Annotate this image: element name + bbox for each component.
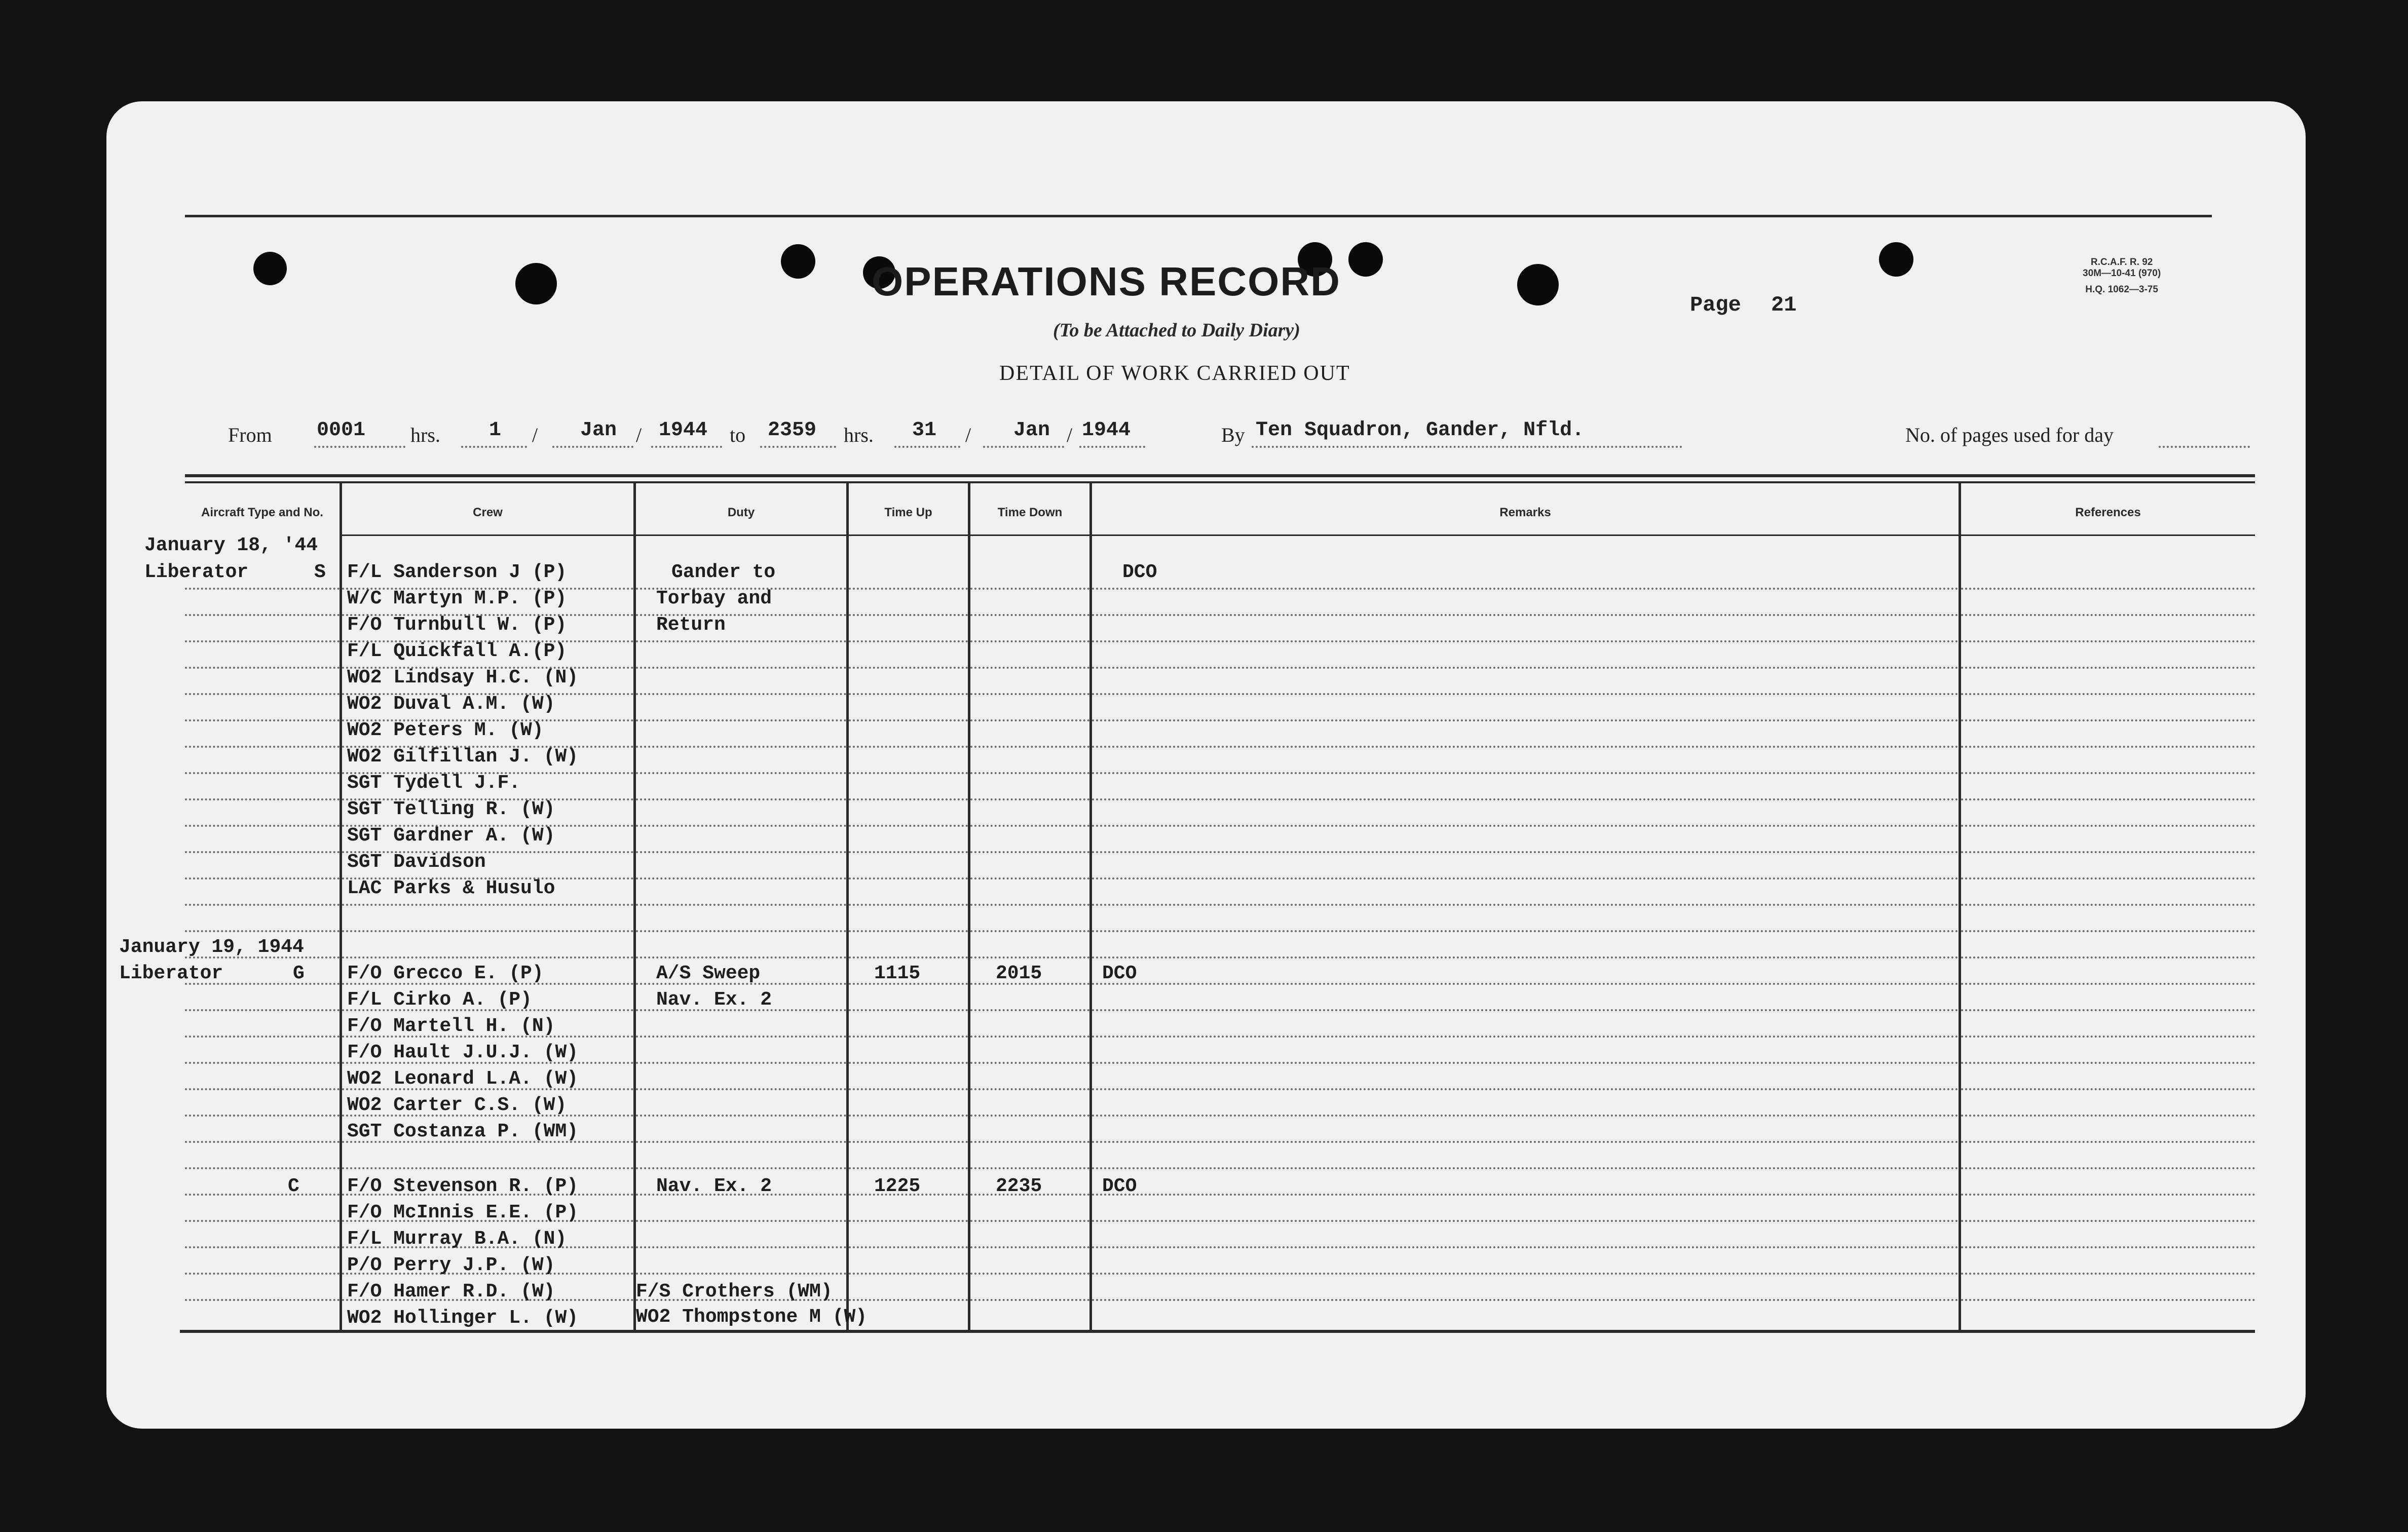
ruled-line (1092, 904, 1959, 906)
ruled-line (185, 851, 340, 853)
to-time: 2359 (768, 419, 817, 442)
crew-member: F/O Hault J.U.J. (W) (347, 1042, 579, 1063)
ruled-line (185, 614, 340, 616)
time-down: 2015 (996, 963, 1042, 984)
duty-line: WO2 Thompstone M (W) (636, 1306, 868, 1328)
ruled-line (636, 851, 846, 853)
ruled-line (342, 1167, 633, 1169)
ruled-line (849, 1273, 968, 1275)
ruled-line (342, 956, 633, 959)
ruled-line (849, 1062, 968, 1064)
ruled-line (970, 719, 1089, 721)
duty-line: Torbay and (656, 588, 772, 609)
ruled-line (1092, 719, 1959, 721)
ruled-line (636, 877, 846, 879)
ruled-line (1092, 956, 1959, 959)
ruled-line (1092, 667, 1959, 669)
ruled-line (636, 1036, 846, 1038)
crew-member: LAC Parks & Husulo (347, 877, 555, 899)
ruled-line (1961, 1141, 2255, 1143)
ruled-line (636, 1141, 846, 1143)
ruled-line (849, 772, 968, 774)
ruled-line (970, 1062, 1089, 1064)
ruled-line (185, 930, 340, 932)
ruled-line (636, 1115, 846, 1117)
ruled-line (849, 851, 968, 853)
ruled-line (636, 904, 846, 906)
ruled-line (1961, 1194, 2255, 1196)
duty-line: A/S Sweep (656, 963, 761, 984)
time-up: 1225 (874, 1175, 921, 1197)
to-month: Jan (1013, 419, 1050, 442)
ruled-line (185, 693, 340, 695)
crew-member: F/L Cirko A. (P) (347, 989, 532, 1011)
ruled-line (970, 640, 1089, 642)
crew-member: WO2 Carter C.S. (W) (347, 1094, 567, 1116)
crew-member: F/O Martell H. (N) (347, 1015, 555, 1037)
ruled-line (970, 1220, 1089, 1222)
date-separator: / (1067, 424, 1073, 446)
ruled-line (1961, 719, 2255, 721)
from-day: 1 (489, 419, 502, 442)
punch-hole (1517, 264, 1559, 305)
crew-member: F/L Quickfall A.(P) (347, 640, 567, 662)
ruled-line (970, 1299, 1089, 1301)
header-rule (340, 534, 2255, 536)
ruled-line (849, 614, 968, 616)
ruled-line (1092, 1062, 1959, 1064)
crew-member: P/O Perry J.P. (W) (347, 1254, 555, 1276)
ruled-line (849, 877, 968, 879)
top-rule (185, 215, 2212, 217)
ruled-line (1092, 640, 1959, 642)
ruled-line (970, 1115, 1089, 1117)
column-divider (633, 481, 636, 1332)
ruled-line (970, 1088, 1089, 1090)
ruled-line (636, 798, 846, 800)
crew-member: WO2 Duval A.M. (W) (347, 693, 555, 715)
ruled-line (185, 825, 340, 827)
duty-line: Nav. Ex. 2 (656, 1175, 772, 1197)
by-label: By (1221, 424, 1245, 446)
ruled-line (849, 904, 968, 906)
ruled-line (1092, 983, 1959, 985)
remarks-text: DCO (1122, 561, 1157, 583)
to-day: 31 (912, 419, 937, 442)
punch-hole (253, 252, 287, 285)
form-ref-line: 30M—10-41 (970) (2083, 268, 2161, 279)
ruled-line (1092, 1273, 1959, 1275)
ruled-line (970, 614, 1089, 616)
crew-member: SGT Gardner A. (W) (347, 825, 555, 847)
ruled-line (970, 1273, 1089, 1275)
ruled-line (849, 930, 968, 932)
ruled-line (1961, 1273, 2255, 1275)
ruled-line (185, 798, 340, 800)
ruled-line (970, 1141, 1089, 1143)
ruled-line (185, 904, 340, 906)
duty-line: Nav. Ex. 2 (656, 989, 772, 1011)
ruled-line (970, 1246, 1089, 1248)
ruled-line (1961, 614, 2255, 616)
ruled-line (1961, 1062, 2255, 1064)
ruled-line (1092, 1194, 1959, 1196)
time-down: 2235 (996, 1175, 1042, 1197)
ruled-line (636, 1088, 846, 1090)
ruled-line (970, 798, 1089, 800)
date-separator: / (532, 424, 538, 446)
column-header-duty: Duty (727, 506, 755, 519)
ruled-line (1092, 746, 1959, 748)
ruled-line (1092, 772, 1959, 774)
ruled-line (185, 1009, 340, 1011)
ruled-line (849, 1009, 968, 1011)
unit-name: Ten Squadron, Gander, Nfld. (1256, 419, 1585, 442)
column-header-time-up: Time Up (884, 506, 932, 519)
ruled-line (1092, 1088, 1959, 1090)
detail-heading: DETAIL OF WORK CARRIED OUT (999, 362, 1350, 385)
ruled-line (1092, 693, 1959, 695)
ruled-line (849, 1088, 968, 1090)
operations-record-card (106, 101, 2306, 1429)
crew-member: F/O Grecco E. (P) (347, 963, 544, 984)
table-top-rule (185, 474, 2255, 477)
from-time: 0001 (317, 419, 366, 442)
duty-line: Return (656, 614, 726, 636)
hrs-label: hrs. (844, 424, 874, 446)
ruled-line (1961, 798, 2255, 800)
hrs-label: hrs. (410, 424, 440, 446)
aircraft-number: S (314, 561, 326, 583)
duty-line: Gander to (671, 561, 776, 583)
ruled-line (1092, 825, 1959, 827)
ruled-line (185, 1062, 340, 1064)
ruled-line (185, 719, 340, 721)
aircraft-type: Liberator (144, 561, 249, 583)
ruled-line (636, 1273, 846, 1275)
column-divider (968, 481, 970, 1332)
ruled-line (970, 1009, 1089, 1011)
table-bottom-rule (180, 1330, 2255, 1333)
ruled-line (636, 1062, 846, 1064)
ruled-line (185, 1273, 340, 1275)
ruled-line (849, 1115, 968, 1117)
from-month: Jan (580, 419, 617, 442)
crew-member: WO2 Lindsay H.C. (N) (347, 667, 579, 688)
page-subtitle: (To be Attached to Daily Diary) (1053, 320, 1300, 341)
crew-member: SGT Tydell J.F. (347, 772, 521, 794)
ruled-line (1961, 930, 2255, 932)
ruled-line (185, 1115, 340, 1117)
to-label: to (730, 424, 746, 446)
ruled-line (970, 588, 1089, 590)
crew-member: F/O Turnbull W. (P) (347, 614, 567, 636)
column-header-remarks: Remarks (1499, 506, 1551, 519)
crew-member: W/C Martyn M.P. (P) (347, 588, 567, 609)
column-divider (1089, 481, 1092, 1332)
crew-member: SGT Costanza P. (WM) (347, 1121, 579, 1142)
ruled-line (970, 693, 1089, 695)
ruled-line (185, 746, 340, 748)
ruled-line (1092, 1115, 1959, 1117)
ruled-line (1961, 1246, 2255, 1248)
aircraft-type: Liberator (119, 963, 223, 984)
crew-member: F/O Hamer R.D. (W) (347, 1281, 555, 1303)
ruled-line (1961, 1299, 2255, 1301)
date-separator: / (636, 424, 642, 446)
ruled-line (1961, 983, 2255, 985)
column-divider (846, 481, 849, 1332)
ruled-line (1092, 1220, 1959, 1222)
ruled-line (1092, 930, 1959, 932)
ruled-line (849, 719, 968, 721)
ruled-line (636, 719, 846, 721)
ruled-line (849, 667, 968, 669)
crew-member: F/O Stevenson R. (P) (347, 1175, 579, 1197)
ruled-line (185, 588, 340, 590)
ruled-line (849, 640, 968, 642)
ruled-line (970, 772, 1089, 774)
ruled-line (1092, 877, 1959, 879)
ruled-line (185, 1167, 340, 1169)
ruled-line (970, 956, 1089, 959)
remarks-text: DCO (1102, 1175, 1137, 1197)
aircraft-number: G (293, 963, 305, 984)
ruled-line (849, 746, 968, 748)
ruled-line (185, 1299, 340, 1301)
ruled-line (1961, 640, 2255, 642)
ruled-line (185, 1088, 340, 1090)
crew-member: F/L Sanderson J (P) (347, 561, 567, 583)
ruled-line (849, 825, 968, 827)
ruled-line (970, 851, 1089, 853)
ruled-line (849, 1220, 968, 1222)
ruled-line (636, 1246, 846, 1248)
ruled-line (849, 1167, 968, 1169)
ruled-line (970, 667, 1089, 669)
ruled-line (970, 746, 1089, 748)
form-ref-line: H.Q. 1062—3-75 (2085, 284, 2158, 295)
form-reference (2083, 257, 2161, 295)
page-title: OPERATIONS RECORD (872, 259, 1341, 304)
column-header-time-down: Time Down (997, 506, 1063, 519)
ruled-line (1092, 851, 1959, 853)
crew-member: SGT Davidson (347, 851, 486, 873)
ruled-line (636, 1220, 846, 1222)
crew-member: F/L Murray B.A. (N) (347, 1228, 567, 1250)
ruled-line (636, 772, 846, 774)
crew-member: WO2 Hollinger L. (W) (347, 1307, 579, 1329)
ruled-line (849, 1299, 968, 1301)
ruled-line (1961, 667, 2255, 669)
ruled-line (849, 1141, 968, 1143)
ruled-line (1961, 877, 2255, 879)
pages-used-label: No. of pages used for day (1905, 424, 2114, 446)
ruled-line (1092, 1141, 1959, 1143)
ruled-line (636, 1167, 846, 1169)
ruled-line (636, 693, 846, 695)
ruled-line (849, 588, 968, 590)
ruled-line (1092, 1009, 1959, 1011)
ruled-line (185, 640, 340, 642)
ruled-line (849, 1036, 968, 1038)
ruled-line (1961, 1088, 2255, 1090)
ruled-line (1961, 956, 2255, 959)
ruled-line (1961, 825, 2255, 827)
punch-hole (781, 244, 815, 279)
punch-hole (1879, 242, 1913, 277)
ruled-line (849, 1246, 968, 1248)
ruled-line (1961, 1009, 2255, 1011)
ruled-line (636, 640, 846, 642)
ruled-line (342, 930, 633, 932)
ruled-line (1961, 588, 2255, 590)
ruled-line (1961, 904, 2255, 906)
crew-member: F/O McInnis E.E. (P) (347, 1202, 579, 1223)
ruled-line (636, 746, 846, 748)
crew-member: WO2 Leonard L.A. (W) (347, 1068, 579, 1090)
ruled-line (1092, 1299, 1959, 1301)
ruled-line (1092, 1036, 1959, 1038)
aircraft-number: C (288, 1175, 299, 1197)
ruled-line (970, 877, 1089, 879)
ruled-line (342, 904, 633, 906)
column-divider (340, 481, 342, 1332)
crew-member: SGT Telling R. (W) (347, 798, 555, 820)
column-header-references: References (2075, 506, 2141, 519)
ruled-line (1961, 693, 2255, 695)
ruled-line (849, 693, 968, 695)
ruled-line (849, 798, 968, 800)
entry-date: January 19, 1944 (119, 936, 304, 958)
ruled-line (1961, 1115, 2255, 1117)
ruled-line (970, 1167, 1089, 1169)
ruled-line (636, 956, 846, 959)
ruled-line (636, 930, 846, 932)
ruled-line (1961, 1167, 2255, 1169)
page-number: 21 (1771, 293, 1797, 317)
from-label: From (228, 424, 272, 446)
column-header-aircraft: Aircraft Type and No. (201, 506, 323, 519)
ruled-line (1092, 1167, 1959, 1169)
ruled-line (970, 930, 1089, 932)
ruled-line (1092, 614, 1959, 616)
date-separator: / (965, 424, 971, 446)
punch-hole (1348, 242, 1383, 277)
ruled-line (185, 1036, 340, 1038)
remarks-text: DCO (1102, 963, 1137, 984)
ruled-line (185, 1246, 340, 1248)
table-top-rule-inner (185, 481, 2255, 483)
ruled-line (1961, 746, 2255, 748)
duty-line: F/S Crothers (WM) (636, 1281, 833, 1303)
ruled-line (970, 1036, 1089, 1038)
page-label: Page (1690, 293, 1741, 317)
ruled-line (1092, 1246, 1959, 1248)
ruled-line (185, 1220, 340, 1222)
ruled-line (636, 825, 846, 827)
ruled-line (1092, 798, 1959, 800)
ruled-line (970, 825, 1089, 827)
crew-member: WO2 Peters M. (W) (347, 719, 544, 741)
ruled-line (849, 956, 968, 959)
ruled-line (185, 1194, 340, 1196)
ruled-line (636, 667, 846, 669)
ruled-line (1961, 772, 2255, 774)
from-year: 1944 (659, 419, 708, 442)
ruled-line (185, 1141, 340, 1143)
ruled-line (185, 772, 340, 774)
ruled-line (185, 877, 340, 879)
ruled-line (970, 904, 1089, 906)
ruled-line (1961, 1036, 2255, 1038)
ruled-line (1092, 588, 1959, 590)
entry-date: January 18, '44 (144, 534, 318, 556)
time-up: 1115 (874, 963, 921, 984)
punch-hole (515, 263, 557, 304)
column-header-crew: Crew (473, 506, 503, 519)
ruled-line (1961, 1220, 2255, 1222)
to-year: 1944 (1082, 419, 1131, 442)
form-ref-line: R.C.A.F. R. 92 (2090, 257, 2153, 267)
column-divider (1959, 481, 1961, 1332)
ruled-line (1961, 851, 2255, 853)
ruled-line (185, 667, 340, 669)
crew-member: WO2 Gilfillan J. (W) (347, 746, 579, 768)
